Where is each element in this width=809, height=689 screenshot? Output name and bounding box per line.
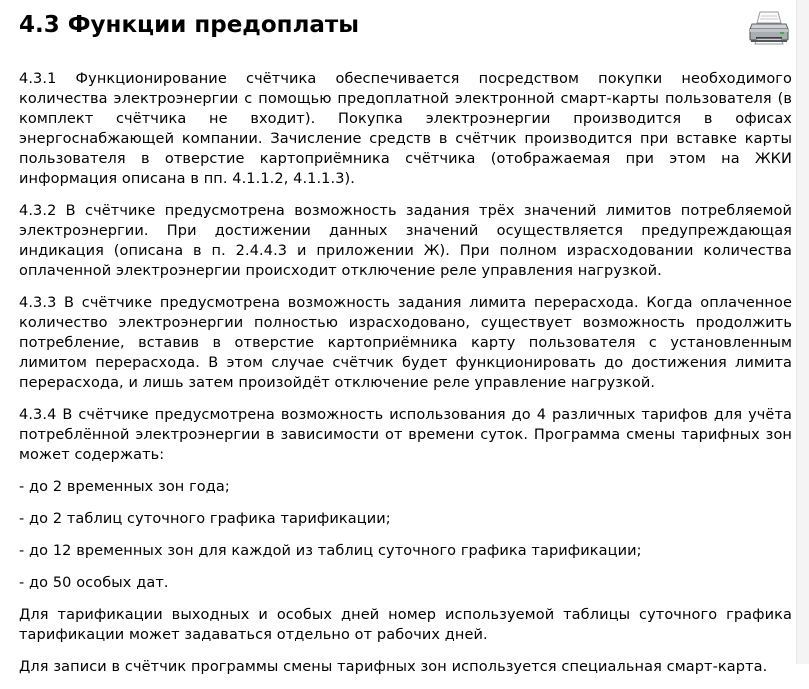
paragraph-tariffication: Для тарификации выходных и особых дней номер используемой таблицы суточного графика тарификации может задаваться отдельно от рабочих дней. <box>19 607 792 643</box>
document-body <box>19 69 792 689</box>
printer-icon <box>748 10 790 46</box>
section-header <box>0 0 797 54</box>
paragraph-smart-card: Для записи в счётчик программы смены тарифных зон используется специальная смарт-карта. <box>19 659 768 675</box>
paragraph-4-3-3: 4.3.3 В счётчике предусмотрена возможность задания лимита перерасхода. Когда оплаченное количество электроэнергии полностью израсходовано, существует возможность продолжить потребление, вставив в отверстие картоприёмника карту пользователя с установленным лимитом перерасхода. В этом случае счётчик будет функционировать до достижения лимита перерасхода, и лишь затем произойдёт отключение реле управление нагрузкой. <box>19 295 792 391</box>
paragraph-4-3-2: 4.3.2 В счётчике предусмотрена возможность задания трёх значений лимитов потребляемой электроэнергии. При достижении данных значений осуществляется предупреждающая индикация (описана в п. 2.4.4.3 и приложении Ж). При полном израсходовании количества оплаченной электроэнергии происходит отключение реле управления нагрузкой. <box>19 203 792 279</box>
list-item: - до 2 таблиц суточного графика тарификации; <box>19 511 391 527</box>
section-title: 4.3 Функции предоплаты <box>19 12 360 38</box>
paragraph-4-3-4: 4.3.4 В счётчике предусмотрена возможность использования до 4 различных тарифов для учёта потреблённой электроэнергии в зависимости от времени суток. Программа смены тарифных зон может содержать: <box>19 407 792 463</box>
print-button[interactable] <box>748 10 790 46</box>
list-item: - до 2 временных зон года; <box>19 479 230 495</box>
list-item: - до 50 особых дат. <box>19 575 169 591</box>
vertical-scrollbar[interactable] <box>796 0 809 664</box>
paragraph-4-3-1: 4.3.1 Функционирование счётчика обеспечивается посредством покупки необходимого количества электроэнергии с помощью предоплатной электронной смарт-карты пользователя (в комплект счётчика не входит). Покупка электроэнергии производится в офисах энергоснабжающей компании. Зачисление средств в счётчик производится при вставке карты пользователя в отверстие картоприёмника счётчика (отображаемая при этом на ЖКИ информация описана в пп. 4.1.1.2, 4.1.1.3). <box>19 71 792 187</box>
list-item: - до 12 временных зон для каждой из таблиц суточного графика тарификации; <box>19 543 642 559</box>
